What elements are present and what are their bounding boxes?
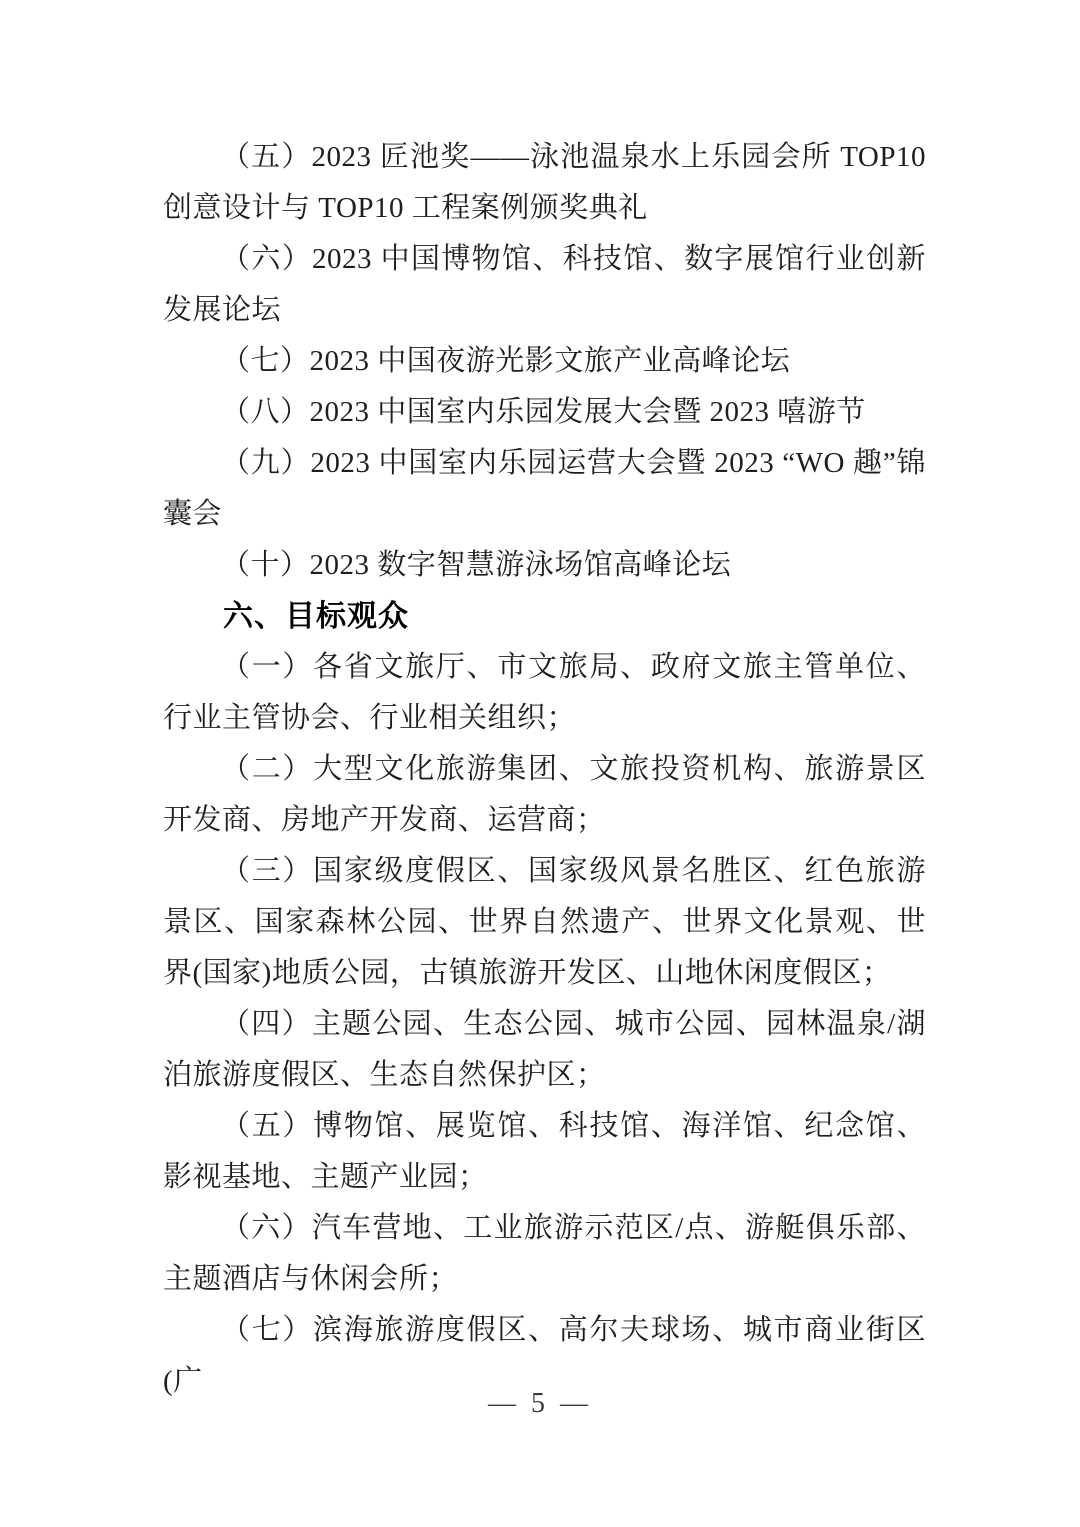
section-heading-target-audience: 六、目标观众 — [223, 600, 409, 633]
event-list-item-9: （九）2023 中国室内乐园运营大会暨 2023 “WO 趣”锦囊会 — [163, 447, 926, 530]
event-list-item-7: （七）2023 中国夜游光影文旅产业高峰论坛 — [221, 345, 791, 377]
event-list-item-6: （六）2023 中国博物馆、科技馆、数字展馆行业创新发展论坛 — [163, 243, 926, 326]
audience-item-4: （四）主题公园、生态公园、城市公园、园林温泉/湖泊旅游度假区、生态自然保护区； — [163, 1008, 926, 1091]
event-list-item-5: （五）2023 匠池奖——泳池温泉水上乐园会所 TOP10 创意设计与 TOP10 工程案例颁奖典礼 — [163, 141, 926, 224]
event-list-item-10: （十）2023 数字智慧游泳场馆高峰论坛 — [221, 549, 732, 581]
page-footer — [0, 1388, 1080, 1420]
audience-item-2: （二）大型文化旅游集团、文旅投资机构、旅游景区开发商、房地产开发商、运营商； — [163, 753, 926, 836]
audience-item-3: （三）国家级度假区、国家级风景名胜区、红色旅游景区、国家森林公园、世界自然遗产、世界文化景观、世界(国家)地质公园，古镇旅游开发区、山地休闲度假区； — [163, 855, 926, 989]
audience-item-5: （五）博物馆、展览馆、科技馆、海洋馆、纪念馆、影视基地、主题产业园； — [163, 1110, 926, 1193]
audience-item-7: （七）滨海旅游度假区、高尔夫球场、城市商业街区(广 — [163, 1314, 926, 1397]
audience-item-1: （一）各省文旅厅、市文旅局、政府文旅主管单位、行业主管协会、行业相关组织； — [163, 651, 926, 734]
document-body — [163, 132, 926, 1407]
event-list-item-8: （八）2023 中国室内乐园发展大会暨 2023 嘻游节 — [221, 396, 866, 428]
audience-item-6: （六）汽车营地、工业旅游示范区/点、游艇俱乐部、主题酒店与休闲会所； — [163, 1212, 926, 1295]
page-number: — 5 — — [488, 1388, 592, 1419]
